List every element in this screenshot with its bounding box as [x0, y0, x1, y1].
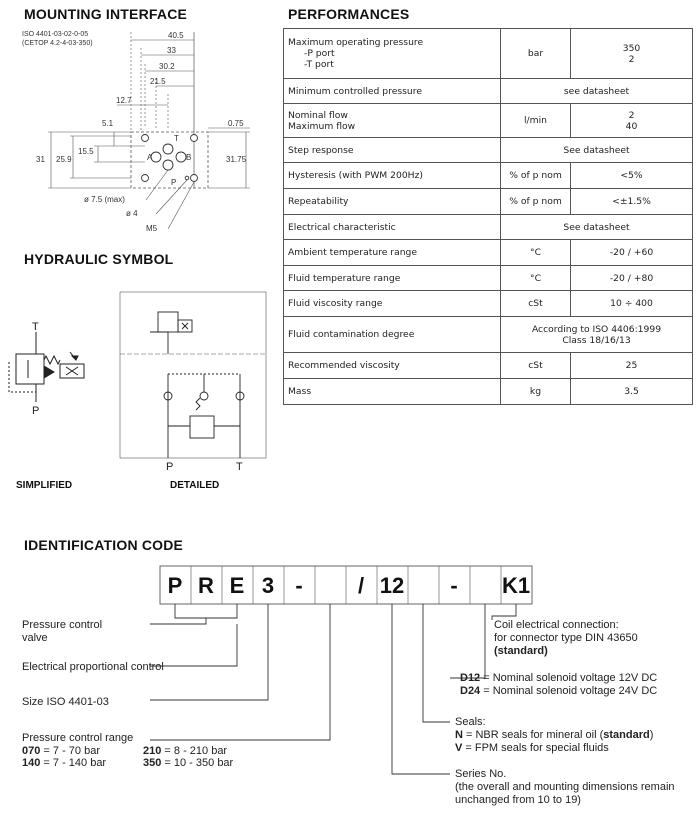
d24-code: D24	[460, 685, 481, 697]
code-char-r: R	[198, 573, 214, 598]
row-unit: °C	[501, 240, 571, 266]
dim-25-9: 25.9	[56, 155, 72, 164]
screw-hole-2	[191, 135, 198, 142]
label-series-2: (the overall and mounting dimensions remain	[455, 781, 675, 793]
row-label: Fluid temperature range	[284, 266, 501, 291]
port-a	[151, 152, 161, 162]
row-value: According to ISO 4406:1999	[531, 323, 662, 335]
code-char-e: E	[229, 573, 245, 598]
row-label: Maximum operating pressure	[288, 37, 424, 48]
seal-n-code: N	[455, 729, 463, 741]
dim-hole-7-5: ø 7.5 (max)	[84, 195, 125, 204]
row-value: 25	[571, 353, 693, 379]
label-coil-1: Coil electrical connection:	[494, 619, 619, 631]
row-label: Maximum flow	[288, 120, 356, 132]
dim-30-2: 30.2	[159, 62, 175, 71]
label-range-title: Pressure control range	[22, 732, 134, 744]
row-unit: bar	[501, 29, 571, 79]
table-row	[284, 266, 693, 291]
port-label-a: A	[147, 153, 153, 162]
label-series-1: Series No.	[455, 768, 507, 780]
row-unit: % of p nom	[501, 189, 571, 215]
row-value: Class 18/16/13	[562, 334, 631, 346]
label-seal-v	[455, 742, 609, 754]
row-value: see datasheet	[501, 79, 693, 104]
port-label-t: T	[174, 134, 179, 143]
code-char-3: 3	[261, 573, 275, 598]
dim-21-5: 21.5	[150, 77, 166, 86]
row-unit: cSt	[501, 353, 571, 379]
row-sublabel: -P port	[304, 48, 335, 59]
detailed-p-label: P	[166, 461, 174, 473]
detailed-t-label: T	[236, 461, 243, 473]
dim-15-5: 15.5	[78, 147, 94, 156]
row-label: Mass	[284, 379, 501, 405]
row-label: Recommended viscosity	[284, 353, 501, 379]
label-series-3: unchanged from 10 to 19)	[455, 794, 581, 806]
seal-n-std: standard	[603, 729, 650, 741]
row-value: -20 / +80	[571, 266, 693, 291]
code-boxes	[160, 566, 532, 604]
screw-hole-4	[191, 175, 198, 182]
mounting-interface-drawing	[18, 28, 280, 240]
row-value: -20 / +60	[571, 240, 693, 266]
label-coil-3: (standard)	[494, 645, 548, 657]
dim-0-75: 0.75	[228, 119, 244, 128]
performances-heading: PERFORMANCES	[288, 6, 410, 22]
standard-line-2: (CETOP 4.2-4-03-350)	[22, 40, 93, 47]
range-070-text: = 7 - 70 bar	[40, 745, 100, 757]
code-char-k1: K1	[501, 573, 531, 598]
row-label: Ambient temperature range	[284, 240, 501, 266]
range-210-text: = 8 - 210 bar	[161, 745, 228, 757]
d24-text: = Nominal solenoid voltage 24V DC	[480, 685, 658, 697]
label-range-210	[143, 745, 227, 757]
port-p	[163, 160, 173, 170]
row-value: See datasheet	[501, 138, 693, 163]
code-char-p: P	[167, 573, 183, 598]
table-row	[284, 353, 693, 379]
label-seals-title: Seals:	[455, 716, 486, 728]
d12-code: D12	[460, 672, 481, 684]
label-pressure-valve-2: valve	[22, 632, 48, 644]
table-row	[284, 79, 693, 104]
simplified-symbol	[9, 332, 84, 402]
d12-text: = Nominal solenoid voltage 12V DC	[480, 672, 658, 684]
row-unit: °C	[501, 266, 571, 291]
row-label: Electrical characteristic	[284, 215, 501, 240]
range-350-text: = 10 - 350 bar	[161, 757, 234, 769]
row-value: 350	[622, 42, 641, 54]
row-unit: % of p nom	[501, 163, 571, 189]
row-value: 3.5	[571, 379, 693, 405]
row-value: <5%	[571, 163, 693, 189]
simplified-p-label: P	[32, 405, 40, 417]
row-label: Fluid contamination degree	[284, 317, 501, 353]
standard-line-1: ISO 4401-03-02-0-05	[22, 31, 89, 38]
code-char-dash-1: -	[295, 573, 303, 598]
table-row	[284, 138, 693, 163]
seal-n-text: = NBR seals for mineral oil (	[462, 729, 604, 741]
table-row	[284, 317, 693, 353]
seal-v-code: V	[455, 742, 463, 754]
label-d24	[460, 685, 657, 697]
dim-12-7: 12.7	[116, 96, 132, 105]
code-char-dash-2: -	[450, 573, 458, 598]
range-070-code: 070	[22, 745, 41, 757]
hydraulic-heading: HYDRAULIC SYMBOL	[24, 251, 174, 267]
range-350-code: 350	[143, 757, 162, 769]
range-140-code: 140	[22, 757, 41, 769]
row-label: Hysteresis (with PWM 200Hz)	[284, 163, 501, 189]
identification-code-diagram	[0, 560, 700, 814]
port-t	[163, 144, 173, 154]
label-range-140	[22, 757, 106, 769]
row-value: <±1.5%	[571, 189, 693, 215]
hydraulic-symbol-drawing	[0, 270, 280, 500]
row-value: See datasheet	[501, 215, 693, 240]
label-range-350	[143, 757, 234, 769]
mounting-heading: MOUNTING INTERFACE	[24, 6, 188, 22]
label-size: Size ISO 4401-03	[22, 696, 109, 708]
dim-m5: M5	[146, 224, 158, 233]
row-value: 2	[628, 109, 635, 121]
row-label: Step response	[284, 138, 501, 163]
seal-n-end: )	[649, 729, 654, 741]
row-unit: cSt	[501, 291, 571, 317]
pin-hole	[185, 176, 189, 180]
row-value: 40	[625, 120, 638, 132]
label-coil-2: for connector type DIN 43650	[494, 632, 638, 644]
detailed-symbol	[120, 292, 266, 458]
seal-v-text: = FPM seals for special fluids	[462, 742, 609, 754]
label-seal-n	[455, 729, 653, 741]
dim-31: 31	[36, 155, 45, 164]
row-value: 10 ÷ 400	[571, 291, 693, 317]
table-row	[284, 215, 693, 240]
table-row	[284, 291, 693, 317]
screw-hole-3	[142, 175, 149, 182]
code-char-12: 12	[379, 573, 405, 598]
dim-40-5: 40.5	[168, 31, 184, 40]
dim-5-1: 5.1	[102, 119, 114, 128]
detailed-caption: DETAILED	[170, 480, 220, 491]
row-sublabel: -T port	[304, 59, 334, 70]
table-row	[284, 379, 693, 405]
row-label: Fluid viscosity range	[284, 291, 501, 317]
performances-table	[283, 28, 693, 405]
table-row	[284, 163, 693, 189]
label-d12	[460, 672, 657, 684]
row-unit: kg	[501, 379, 571, 405]
port-b	[176, 152, 186, 162]
label-pressure-valve-1: Pressure control	[22, 619, 103, 631]
label-range-070	[22, 745, 100, 757]
range-140-text: = 7 - 140 bar	[40, 757, 107, 769]
dim-33: 33	[167, 46, 176, 55]
dim-hole-4: ø 4	[126, 209, 138, 218]
identification-heading: IDENTIFICATION CODE	[24, 537, 184, 553]
table-row	[284, 189, 693, 215]
simplified-t-label: T	[32, 321, 39, 333]
simplified-caption: SIMPLIFIED	[16, 480, 73, 491]
row-unit: l/min	[501, 104, 571, 138]
row-label: Repeatability	[284, 189, 501, 215]
port-label-b: B	[186, 153, 192, 162]
range-210-code: 210	[143, 745, 162, 757]
table-row	[284, 104, 693, 138]
row-label: Nominal flow	[288, 109, 348, 121]
row-label: Minimum controlled pressure	[284, 79, 501, 104]
row-value: 2	[628, 53, 635, 65]
table-row	[284, 29, 693, 79]
code-char-slash: /	[357, 573, 365, 598]
label-electrical: Electrical proportional control	[22, 661, 164, 673]
port-label-p: P	[171, 178, 177, 187]
table-row	[284, 240, 693, 266]
dim-31-75: 31.75	[226, 155, 247, 164]
screw-hole-1	[142, 135, 149, 142]
